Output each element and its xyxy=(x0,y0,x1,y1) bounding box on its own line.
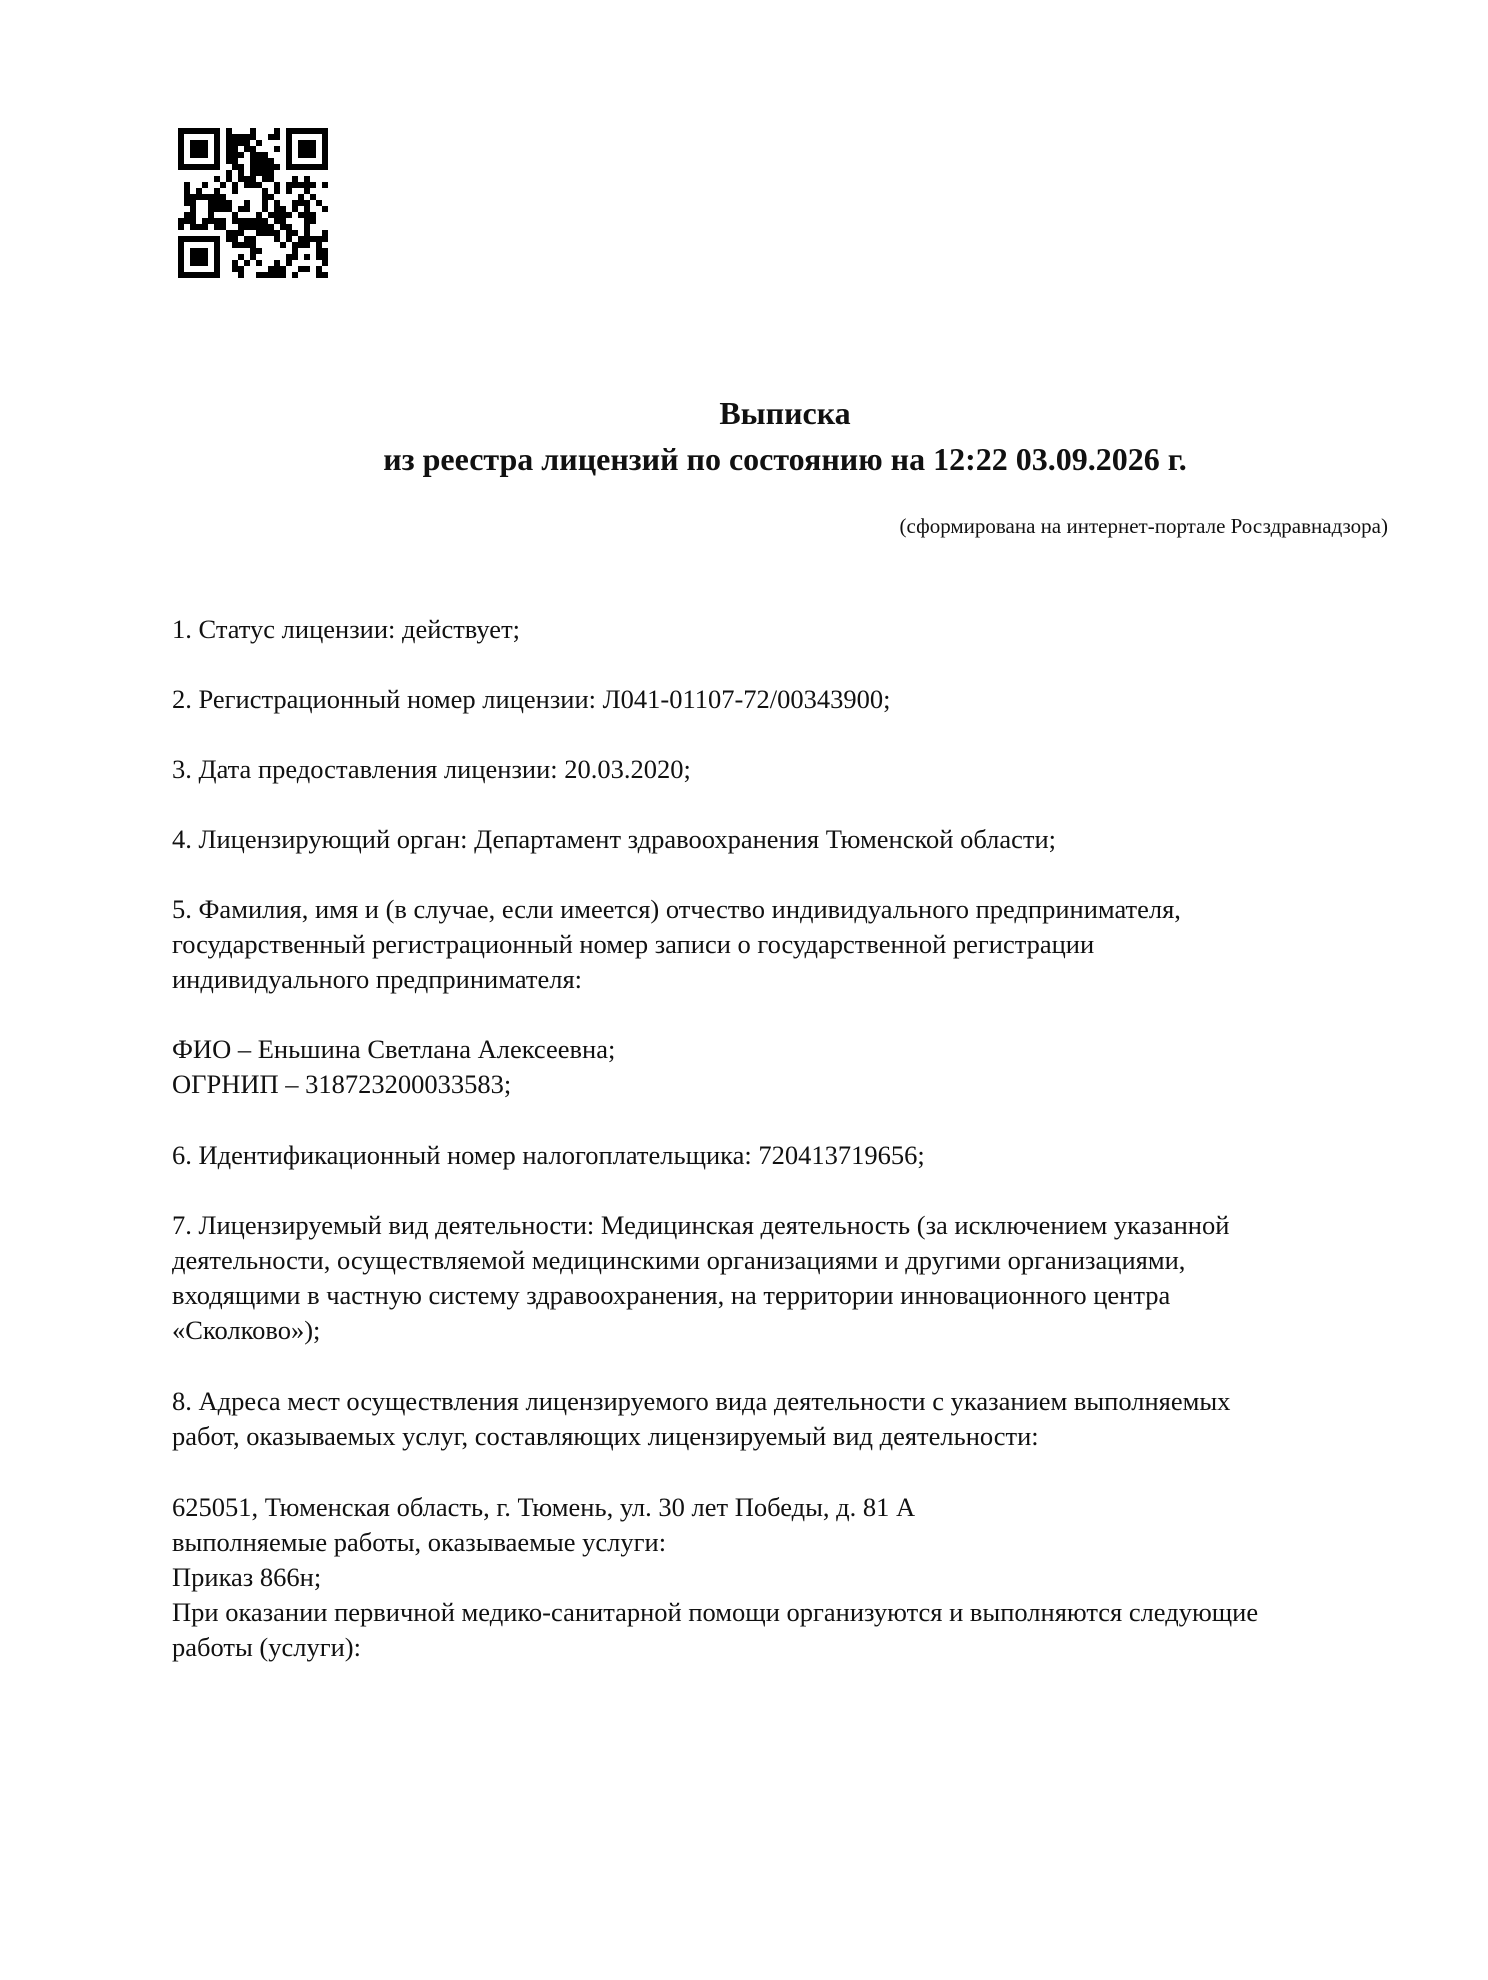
qr-code xyxy=(178,128,328,278)
item-registration-number: 2. Регистрационный номер лицензии: Л041-01107-72/00343900; xyxy=(172,684,891,714)
item-entrepreneur: 5. Фамилия, имя и (в случае, если имеется) отчество индивидуального предпринимателя, государственный регистрационный номер записи о государственной регистрации индивидуального предпринимателя: xyxy=(172,894,1181,994)
item-licensing-authority: 4. Лицензирующий орган: Департамент здравоохранения Тюменской области; xyxy=(172,824,1057,854)
item-fio-ogrnip xyxy=(172,1032,1402,1102)
item-activity: 7. Лицензируемый вид деятельности: Медицинская деятельность (за исключением указанной деятельности, осуществляемой медицинскими организациями и другими организациями, входящими в частную систему здравоохранения, на территории инновационного центра «Сколково»); xyxy=(172,1210,1230,1345)
fio-line: ФИО – Еньшина Светлана Алексеевна; xyxy=(172,1034,616,1064)
item-license-status: 1. Статус лицензии: действует; xyxy=(172,614,521,644)
address-line: 625051, Тюменская область, г. Тюмень, ул. 30 лет Победы, д. 81 А xyxy=(172,1492,916,1522)
item-inn: 6. Идентификационный номер налогоплательщика: 720413719656; xyxy=(172,1140,925,1170)
ogrnip-line: ОГРНИП – 318723200033583; xyxy=(172,1069,512,1099)
item-addresses-header: 8. Адреса мест осуществления лицензируемого вида деятельности с указанием выполняемых работ, оказываемых услуг, составляющих лицензируемый вид деятельности: xyxy=(172,1386,1231,1451)
item-address-details: 625051, Тюменская область, г. Тюмень, ул. 30 лет Победы, д. 81 А выполняемые работы, оказываемые услуги: Приказ 866н; При оказании первичной медико-санитарной помощи организуются и выполняются следующие работы (услуги): xyxy=(172,1490,1402,1665)
generation-note: (сформирована на интернет-портале Росздравнадзора) xyxy=(899,514,1388,538)
document-title: Выписка xyxy=(719,395,851,431)
document-subtitle: из реестра лицензий по состоянию на 12:22 03.09.2026 г. xyxy=(383,441,1187,477)
item-grant-date: 3. Дата предоставления лицензии: 20.03.2020; xyxy=(172,754,691,784)
